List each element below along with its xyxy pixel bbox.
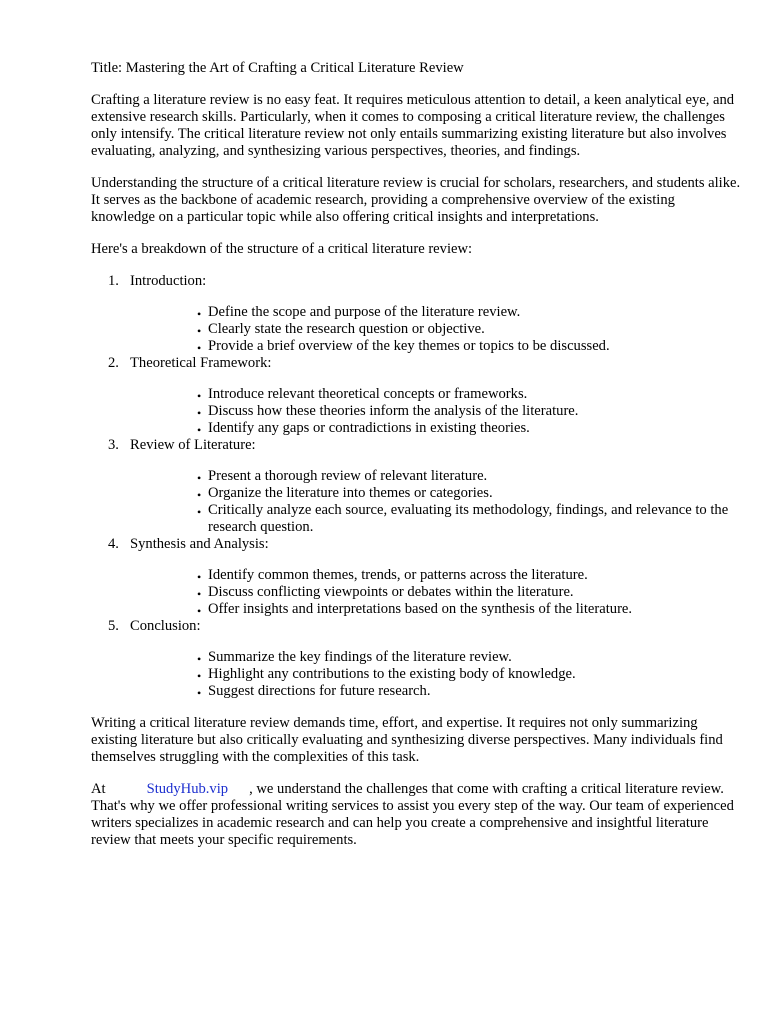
bullet-list — [130, 386, 741, 437]
bullet-icon: • — [197, 505, 202, 519]
bullet-list — [130, 468, 741, 536]
section-number: 3. — [108, 437, 119, 453]
bullet-icon: • — [197, 488, 202, 502]
bullet-item: • Clearly state the research question or objective. — [197, 321, 485, 338]
section-item — [91, 536, 741, 618]
studyhub-link[interactable]: StudyHub.vip — [146, 781, 229, 797]
section-number: 4. — [108, 536, 119, 552]
bullet-icon: • — [197, 471, 202, 485]
bullet-item: • Highlight any contributions to the existing body of knowledge. — [197, 666, 576, 683]
bullet-icon: • — [197, 389, 202, 403]
bullet-icon: • — [197, 686, 202, 700]
bullet-icon: • — [197, 307, 202, 321]
document-body — [91, 60, 741, 864]
closing-paragraph: Writing a critical literature review demands time, effort, and expertise. It requires not only summarizing existing literature but also critically evaluating and synthesizing diverse perspectives. Many individuals find themselves struggling with the complexities of this task. — [91, 715, 723, 765]
breakdown-paragraph: Here's a breakdown of the structure of a critical literature review: — [91, 241, 473, 257]
bullet-list — [130, 567, 741, 618]
bullet-item: • Identify any gaps or contradictions in existing theories. — [197, 420, 530, 437]
bullet-item: • Provide a brief overview of the key themes or topics to be discussed. — [197, 338, 610, 355]
section-item — [91, 355, 741, 437]
structure-paragraph: Understanding the structure of a critical literature review is crucial for scholars, researchers, and students alike. It serves as the backbone of academic research, providing a comprehensive overview of the existing knowledge on a particular topic while also offering critical insights and interpretations. — [91, 175, 741, 225]
section-label: Introduction: — [130, 273, 207, 289]
bullet-item: • Organize the literature into themes or categories. — [197, 485, 493, 502]
bullet-icon: • — [197, 423, 202, 437]
bullet-item: • Define the scope and purpose of the literature review. — [197, 304, 521, 321]
bullet-icon: • — [197, 406, 202, 420]
bullet-icon: • — [197, 570, 202, 584]
bullet-icon: • — [197, 587, 202, 601]
bullet-item: • Suggest directions for future research. — [197, 683, 431, 700]
bullet-icon: • — [197, 669, 202, 683]
section-label: Review of Literature: — [130, 437, 256, 453]
section-label: Synthesis and Analysis: — [130, 536, 269, 552]
bullet-item: • Introduce relevant theoretical concepts or frameworks. — [197, 386, 528, 403]
bullet-list — [130, 649, 741, 700]
section-label: Theoretical Framework: — [130, 355, 272, 371]
bullet-icon: • — [197, 604, 202, 618]
section-item — [91, 618, 741, 700]
bullet-list — [130, 304, 741, 355]
bullet-item: • Discuss conflicting viewpoints or debates within the literature. — [197, 584, 574, 601]
bullet-icon: • — [197, 324, 202, 338]
section-number: 2. — [108, 355, 119, 371]
final-text: , we understand the challenges that come with crafting a critical literature review. That's why we offer professional writing services to assist you every step of the way. Our team of experienced writers specializes in academic research and can help you create a comprehensive and insightful literature review that meets your specific requirements. — [91, 781, 734, 848]
bullet-item: • Summarize the key findings of the literature review. — [197, 649, 512, 666]
section-item — [91, 437, 741, 536]
document-title: Title: Mastering the Art of Crafting a Critical Literature Review — [91, 60, 464, 76]
bullet-item: • Discuss how these theories inform the analysis of the literature. — [197, 403, 579, 420]
bullet-item: • Identify common themes, trends, or patterns across the literature. — [197, 567, 588, 584]
bullet-item: • Offer insights and interpretations based on the synthesis of the literature. — [197, 601, 633, 618]
section-list — [91, 273, 741, 700]
section-number: 1. — [108, 273, 119, 289]
intro-paragraph: Crafting a literature review is no easy feat. It requires meticulous attention to detail, a keen analytical eye, and extensive research skills. Particularly, when it comes to composing a critical literature review, the challenges only intensify. The critical literature review not only entails summarizing existing literature but also involves evaluating, analyzing, and synthesizing various perspectives, theories, and findings. — [91, 92, 735, 159]
bullet-icon: • — [197, 341, 202, 355]
section-label: Conclusion: — [130, 618, 201, 634]
final-paragraph — [91, 781, 741, 849]
bullet-icon: • — [197, 652, 202, 666]
final-prefix: At — [91, 781, 106, 797]
section-number: 5. — [108, 618, 119, 634]
bullet-item: • Present a thorough review of relevant literature. — [197, 468, 488, 485]
bullet-item: • Critically analyze each source, evaluating its methodology, findings, and relevance to the research question. — [197, 502, 729, 535]
section-item — [91, 273, 741, 355]
